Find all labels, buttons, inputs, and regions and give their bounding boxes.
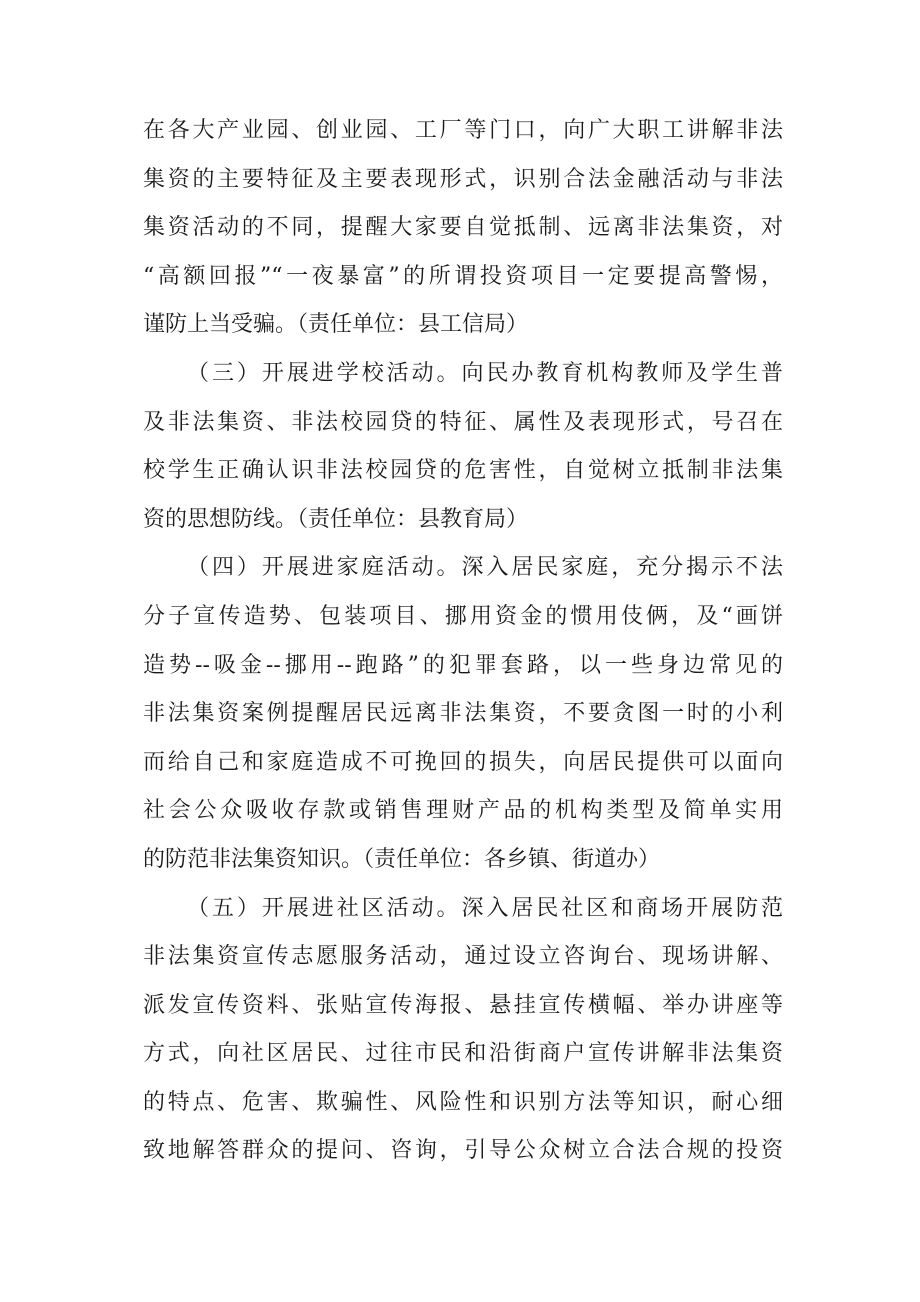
text-line: 及非法集资、非法校园贷的特征、属性及表现形式，号召在 xyxy=(143,409,783,435)
text-line: 造势--吸金--挪用--跑路”的犯罪套路，以一些身边常见的 xyxy=(143,652,783,678)
text-line: 在各大产业园、创业园、工厂等门口，向广大职工讲解非法 xyxy=(143,118,783,143)
document-body xyxy=(143,107,783,1176)
paragraph-heading-line: （五）开展进社区活动。深入居民社区和商场开展防范 xyxy=(187,895,783,921)
text-line: 派发宣传资料、张贴宣传海报、悬挂宣传横幅、举办讲座等 xyxy=(143,992,783,1018)
paragraph-heading-line: （四）开展进家庭活动。深入居民家庭，充分揭示不法 xyxy=(187,555,783,581)
text-line: 谨防上当受骗。（责任单位：县工信局） xyxy=(143,312,529,338)
text-line: 集资活动的不同，提醒大家要自觉抵制、远离非法集资，对 xyxy=(143,215,783,241)
text-line: “高额回报”“一夜暴富”的所谓投资项目一定要提高警惕， xyxy=(143,263,783,289)
paragraph-heading-line: （三）开展进学校活动。向民办教育机构教师及学生普 xyxy=(187,360,783,386)
text-line: 校学生正确认识非法校园贷的危害性，自觉树立抵制非法集 xyxy=(143,458,783,484)
text-line: 非法集资宣传志愿服务活动，通过设立咨询台、现场讲解、 xyxy=(143,944,783,970)
text-line: 分子宣传造势、包装项目、挪用资金的惯用伎俩，及“画饼 xyxy=(143,603,783,629)
text-line: 资的思想防线。（责任单位：县教育局） xyxy=(143,506,529,532)
text-line: 而给自己和家庭造成不可挽回的损失，向居民提供可以面向 xyxy=(143,749,783,775)
text-line: 集资的主要特征及主要表现形式，识别合法金融活动与非法 xyxy=(143,166,783,192)
text-line: 致地解答群众的提问、咨询，引导公众树立合法合规的投资 xyxy=(143,1138,783,1164)
text-line: 的特点、危害、欺骗性、风险性和识别方法等知识，耐心细 xyxy=(143,1089,783,1115)
text-line: 的防范非法集资知识。（责任单位：各乡镇、街道办） xyxy=(143,846,661,872)
text-line: 方式，向社区居民、过往市民和沿街商户宣传讲解非法集资 xyxy=(143,1041,783,1067)
text-line: 社会公众吸收存款或销售理财产品的机构类型及简单实用 xyxy=(143,798,783,824)
text-line: 非法集资案例提醒居民远离非法集资，不要贪图一时的小利 xyxy=(143,701,783,727)
